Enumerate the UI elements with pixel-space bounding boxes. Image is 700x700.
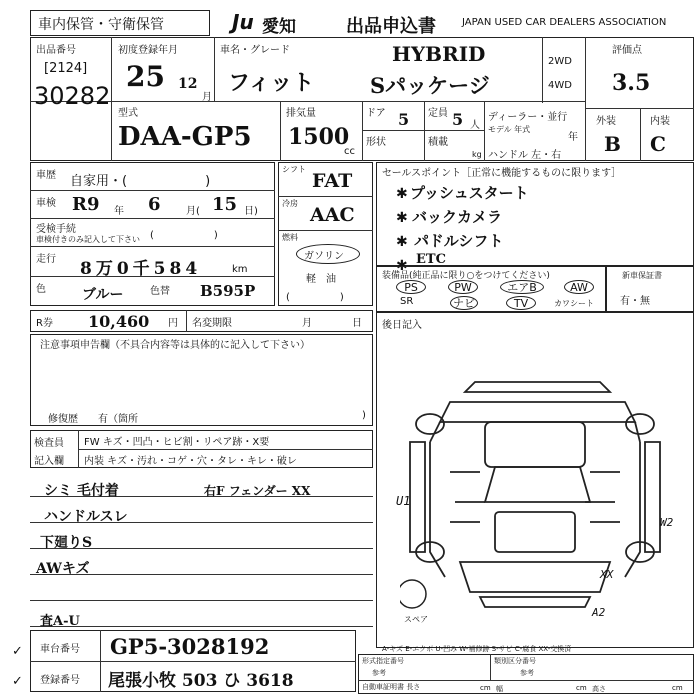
interior-grade: C <box>650 132 666 156</box>
form-number-label: 形式指定番号 <box>362 657 404 665</box>
transfer-label: 受検手続 <box>36 224 76 235</box>
exterior-grade: B <box>604 132 621 156</box>
sales-item-1: プッシュスタート <box>410 184 529 202</box>
lot-code: [2124] <box>44 61 88 76</box>
color-label: 色 <box>36 284 46 295</box>
ref-label-2: 参考 <box>520 669 534 677</box>
chassis-value: GP5-3028192 <box>110 634 270 659</box>
fuel-label: 燃料 <box>282 233 298 242</box>
displacement-value: 1500 <box>288 124 350 150</box>
drive-4wd: 4WD <box>548 80 572 91</box>
sales-item-3: パドルシフト <box>414 232 504 250</box>
ref-label-1: 参考 <box>372 669 386 677</box>
check-icon: ✓ <box>12 644 23 659</box>
remark-5: 右F フェンダー XX <box>204 484 311 498</box>
inspector-row-1: FW キズ・凹凸・ヒビ割・リペア跡・X要 <box>84 437 270 448</box>
model-label: 型式 <box>118 108 138 119</box>
model-value: DAA-GP5 <box>118 122 252 152</box>
car-diagram <box>400 362 670 622</box>
check-icon-2: ✓ <box>12 674 23 689</box>
capacity-value: 5 <box>452 110 464 129</box>
bullet-icon: ✱ ✱ ✱ ✱ <box>396 186 408 274</box>
ac-label: 冷房 <box>282 199 298 208</box>
transfer-paren: ( ) <box>150 230 218 241</box>
color-code: B595P <box>200 282 256 300</box>
registration-label: 初度登録年月 <box>118 45 178 56</box>
lot-number: 30282 <box>34 82 111 110</box>
association-name: JAPAN USED CAR DEALERS ASSOCIATION <box>462 17 667 28</box>
sales-item-4: ETC <box>416 252 446 267</box>
car-name-label: 車名・グレード <box>220 45 290 56</box>
eval-label: 評価点 <box>612 45 642 56</box>
cm-3: cm <box>672 684 683 692</box>
equip-navi: ナビ <box>450 296 478 310</box>
shift-value: FAT <box>312 170 353 192</box>
equip-airbag: エアB <box>500 280 544 294</box>
drive-2wd: 2WD <box>548 56 572 67</box>
ac-value: AAC <box>310 204 355 226</box>
inspection-label: 車検 <box>36 198 56 209</box>
door-value: 5 <box>398 110 410 129</box>
year-unit: 年 <box>568 132 578 143</box>
grade-line2: Sパッケージ <box>370 73 490 98</box>
back-label: 後日記入 <box>382 320 422 331</box>
storage-label: 車内保管・守衛保管 <box>38 17 164 33</box>
logo-icon: Ju <box>232 10 254 34</box>
remark-2: ハンドルスレ <box>44 509 128 525</box>
mark-right: W2 <box>660 516 674 529</box>
inspector-label-2: 記入欄 <box>34 456 64 467</box>
equip-tv: TV <box>506 296 536 310</box>
repair-label: 修復歴 有（箇所 <box>48 414 138 425</box>
form-title: 出品申込書 <box>346 16 436 37</box>
remark-3: 下廻りS <box>40 535 93 551</box>
shift-label: シフト <box>282 165 306 174</box>
inspection-month: 6 <box>148 194 161 215</box>
remark-4: AWキズ <box>36 561 90 577</box>
sales-item-2: バックカメラ <box>412 208 503 226</box>
history-label: 車歴 <box>36 170 56 181</box>
plate-label: 登録番号 <box>40 675 80 686</box>
dealer-label: ディーラー・並行 <box>488 112 568 123</box>
warranty-options: 有・無 <box>620 296 650 307</box>
class-number-label: 類別区分番号 <box>494 657 536 665</box>
recycle-value: 10,460 <box>88 312 150 331</box>
bottom-note: 査A-U <box>40 614 80 629</box>
inspection-day-unit: 日) <box>244 206 258 217</box>
door-label: ドア <box>366 108 386 119</box>
equip-ps: PS <box>396 280 426 294</box>
mileage-label: 走行 <box>36 254 56 265</box>
inspection-era: R9 <box>72 194 100 215</box>
capacity-unit: 人 <box>470 120 480 131</box>
name-change-label: 名変期限 <box>192 318 232 329</box>
plate-value: 尾張小牧 503 ひ 3618 <box>108 671 294 691</box>
mark-rear-a: A2 <box>592 606 606 619</box>
mileage-value: 8万0千584 <box>80 259 202 279</box>
damage-legend: A-キズ E-エクボ U-凹み W-補修跡 S-サビ C-腐食 XX-交換済 <box>382 645 572 653</box>
registration-year: 25 <box>126 60 165 93</box>
cert-label: 自動車証明書 長さ <box>362 683 421 691</box>
inspector-label-1: 検査員 <box>34 438 64 449</box>
equip-seat: カワシート <box>554 299 594 308</box>
registration-month: 12 <box>178 76 198 92</box>
recycle-label: R券 <box>36 318 53 329</box>
color-code-label: 色替 <box>150 286 170 297</box>
car-name: フィット <box>228 70 315 96</box>
load-label: 積載 <box>428 137 448 148</box>
history-value: 自家用・( ) <box>70 174 211 189</box>
registration-month-unit: 月 <box>202 92 212 103</box>
transfer-note: 車検付きのみ記入して下さい <box>36 235 140 244</box>
inspection-month-unit: 月( <box>186 206 200 217</box>
sales-label: セールスポイント［正常に機能するものに限ります］ <box>382 168 622 179</box>
displacement-label: 排気量 <box>286 108 316 119</box>
displacement-unit: cc <box>344 146 355 157</box>
load-unit: kg <box>472 150 482 159</box>
remark-1: シミ 毛付着 <box>44 483 119 499</box>
name-change-month: 月 <box>302 318 312 329</box>
chassis-label: 車台番号 <box>40 644 80 655</box>
equip-aw: AW <box>564 280 594 294</box>
inspection-day: 15 <box>212 194 238 215</box>
warranty-label: 新車保証書 <box>622 271 662 280</box>
width-label: 幅 <box>496 685 503 693</box>
mark-rear: XX <box>600 568 614 581</box>
name-change-day: 日 <box>352 318 362 329</box>
lot-label: 出品番号 <box>36 45 76 56</box>
fuel-diesel: 軽 油 <box>306 274 336 285</box>
recycle-unit: 円 <box>168 318 178 329</box>
fuel-gasoline: ガソリン <box>304 251 344 262</box>
cm-1: cm <box>480 684 491 692</box>
mark-left: U1 <box>396 494 411 508</box>
spare-label: スペア <box>404 615 428 624</box>
equip-sr: SR <box>400 296 414 307</box>
handle-label: ハンドル 左・右 <box>488 150 562 161</box>
color-value: ブルー <box>82 287 124 303</box>
capacity-label: 定員 <box>428 108 448 119</box>
interior-label: 内装 <box>650 116 670 127</box>
repair-paren-close: ) <box>362 410 366 421</box>
fuel-paren: ( ) <box>286 292 344 303</box>
eval-score: 3.5 <box>612 70 651 96</box>
exterior-label: 外装 <box>596 116 616 127</box>
height-label: 高さ <box>592 685 606 693</box>
notes-label: 注意事項申告欄（不具合内容等は具体的に記入して下さい） <box>40 340 310 351</box>
mileage-unit: km <box>232 264 248 275</box>
logo-text: 愛知 <box>262 17 296 37</box>
equipment-label: 装備品(純正品に限り○をつけてください) <box>382 271 550 281</box>
equip-pw: PW <box>448 280 478 294</box>
shape-label: 形状 <box>366 137 386 148</box>
cm-2: cm <box>576 684 587 692</box>
inspection-year-unit: 年 <box>114 206 124 217</box>
inspector-row-2: 内装 キズ・汚れ・コゲ・穴・タレ・キレ・破レ <box>84 456 297 467</box>
grade-line1: HYBRID <box>392 42 486 66</box>
model-year-label: モデル 年式 <box>488 125 531 134</box>
